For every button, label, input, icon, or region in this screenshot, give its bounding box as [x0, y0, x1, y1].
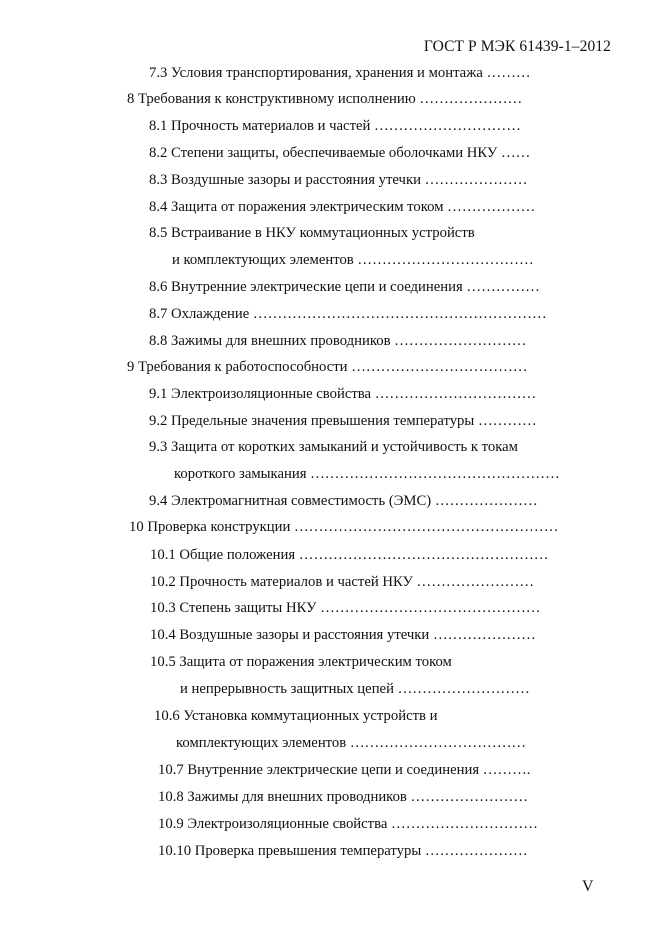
toc-entry-8: 8 Требования к конструктивному исполнению …………………: [127, 91, 523, 107]
toc-entry-10-4: 10.4 Воздушные зазоры и расстояния утечки …………………: [150, 627, 536, 643]
toc-entry-8-3: 8.3 Воздушные зазоры и расстояния утечки …………………: [149, 172, 528, 188]
toc-entry-8-7: 8.7 Охлаждение ……………………………………………………: [149, 306, 547, 322]
toc-entry-10-5: 10.5 Защита от поражения электрическим током: [150, 654, 452, 670]
toc-entry-9-3-cont: короткого замыкания ……………………………………………: [174, 466, 560, 482]
toc-entry-8-5-cont: и комплектующих элементов ………………………………: [172, 252, 534, 268]
toc-entry-10-8: 10.8 Зажимы для внешних проводников ……………………: [158, 789, 529, 805]
toc-entry-9-4: 9.4 Электромагнитная совместимость (ЭМС) …………………: [149, 493, 538, 509]
toc-entry-9-2: 9.2 Предельные значения превышения температуры …………: [149, 413, 537, 429]
toc-entry-9-3: 9.3 Защита от коротких замыканий и устойчивость к токам: [149, 439, 518, 455]
toc-entry-9: 9 Требования к работоспособности ………………………………: [127, 359, 528, 375]
toc-entry-8-5: 8.5 Встраивание в НКУ коммутационных устройств: [149, 225, 475, 241]
toc-entry-7-3: 7.3 Условия транспортирования, хранения и монтажа ………: [149, 65, 531, 81]
toc-entry-10-1: 10.1 Общие положения ……………………………………………: [150, 547, 549, 563]
standard-header: ГОСТ Р МЭК 61439-1–2012: [423, 38, 611, 55]
page-number: V: [582, 878, 594, 895]
toc-entry-10-10: 10.10 Проверка превышения температуры …………………: [158, 843, 528, 859]
toc-entry-10-5-cont: и непрерывность защитных цепей ………………………: [180, 681, 530, 697]
toc-entry-10-6: 10.6 Установка коммутационных устройств и: [154, 708, 438, 724]
toc-entry-8-4: 8.4 Защита от поражения электрическим током ………………: [149, 199, 536, 215]
toc-entry-8-1: 8.1 Прочность материалов и частей …………………………: [149, 118, 521, 134]
toc-entry-10-2: 10.2 Прочность материалов и частей НКУ ……………………: [150, 574, 535, 590]
toc-entry-10-3: 10.3 Степень защиты НКУ ………………………………………: [150, 600, 541, 616]
toc-entry-10-9: 10.9 Электроизоляционные свойства …………………………: [158, 816, 538, 832]
toc-entry-10: 10 Проверка конструкции ………………………………………………: [129, 519, 559, 535]
toc-entry-10-7: 10.7 Внутренние электрические цепи и соединения ……….: [158, 762, 531, 778]
toc-entry-8-8: 8.8 Зажимы для внешних проводников ………………………: [149, 333, 527, 349]
toc-entry-10-6-cont: комплектующих элементов ………………………………: [176, 735, 527, 751]
toc-entry-8-2: 8.2 Степени защиты, обеспечиваемые оболочками НКУ ……: [149, 145, 531, 161]
toc-entry-8-6: 8.6 Внутренние электрические цепи и соединения ……………: [149, 279, 540, 295]
toc-entry-9-1: 9.1 Электроизоляционные свойства ……………………………: [149, 386, 537, 402]
